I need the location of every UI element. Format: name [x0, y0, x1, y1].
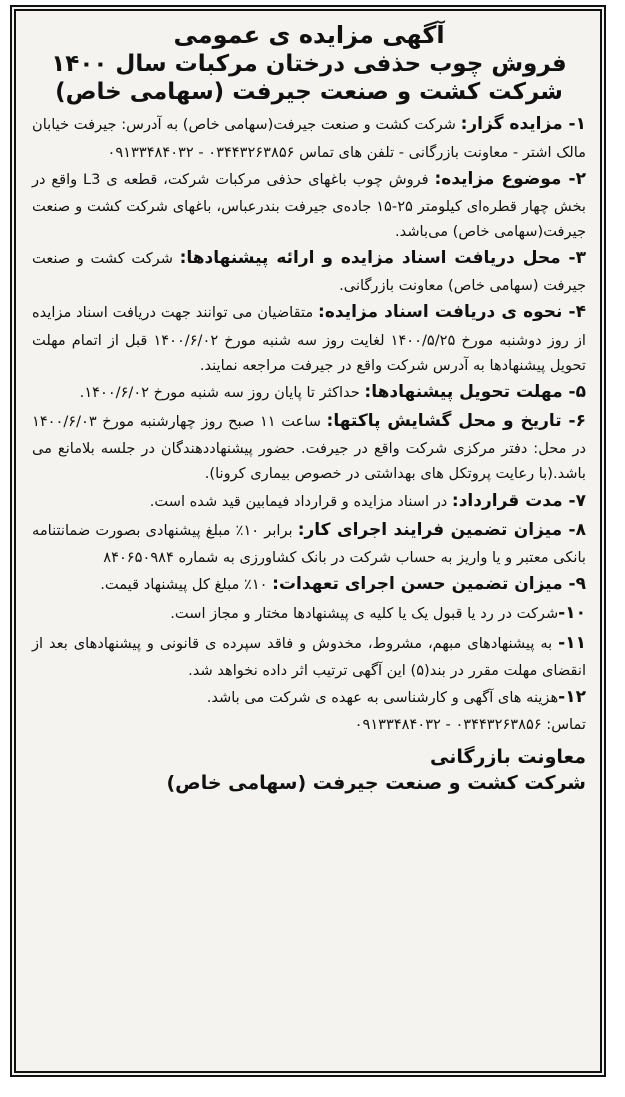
- notice-frame: [10, 5, 606, 1077]
- clause-item: [32, 487, 586, 516]
- clause-item: [32, 570, 586, 599]
- notice-body: [32, 110, 586, 737]
- clause-text: حداکثر تا پایان روز سه شنبه مورخ ۱۴۰۰/۶/۰۲.: [79, 383, 365, 401]
- clause-text: متقاضیان می توانند جهت دریافت اسناد مزایده از روز دوشنبه مورخ ۱۴۰۰/۵/۲۵ لغایت روز سه شنبه مورخ ۱۴۰۰/۶/۰۲ قبل از اتمام مهلت تحویل پیشنهادها به آدرس شرکت واقع در جیرفت مراجعه نمایند.: [32, 304, 586, 374]
- clause-text: فروش چوب باغهای حذفی مرکبات شرکت، قطعه ی L3 واقع در بخش چهار قطره‌ای کیلومتر ۲۵-۱۵ جاده‌ی جیرفت بندرعباس، باغهای شرکت کشت و صنعت جیرفت(سهامی خاص) می‌باشد.: [32, 170, 586, 241]
- clause-label: ۱۲-: [558, 686, 586, 707]
- clause-item: [32, 516, 586, 570]
- notice-title: آگهی مزایده ی عمومی: [173, 21, 445, 49]
- notice-header: [32, 21, 586, 106]
- clause-text: به پیشنهادهای مبهم، مشروط، مخدوش و فاقد سپرده ی قانونی و پیشنهادهای بعد از انقضای مهلت مقرر در بند(۵) این آگهی ترتیب اثر داده نخواهد شد.: [32, 634, 586, 679]
- clause-item: [32, 599, 586, 628]
- clause-item: [32, 298, 586, 377]
- clause-text: ۱۰٪ مبلغ کل پیشنهاد قیمت.: [100, 576, 273, 594]
- clause-label: ۱- مزایده گزار:: [460, 114, 586, 135]
- clause-text: برابر ۱۰٪ مبلغ پیشنهادی بصورت ضمانتنامه بانکی معتبر و یا واریز به حساب شرکت در بانک کشاورزی به شماره ۸۴۰۶۵۰۹۸۴: [32, 521, 586, 566]
- clause-item: [32, 683, 586, 712]
- clause-label: ۵- مهلت تحویل پیشنهادها:: [364, 381, 586, 402]
- clause-text: هزینه های آگهی و کارشناسی به عهده ی شرکت می باشد.: [206, 688, 559, 706]
- notice-footer: [32, 745, 586, 796]
- clause-item: [32, 165, 586, 244]
- clause-label: ۹- میزان تضمین حسن اجرای تعهدات:: [272, 574, 586, 595]
- clause-text: ساعت ۱۱ صبح روز چهارشنبه مورخ ۱۴۰۰/۶/۰۳ در محل: دفتر مرکزی شرکت واقع در جیرفت. حضور پیشنهاددهندگان در جلسه بلامانع می باشد.(با رعایت پروتکل های بهداشتی در خصوص بیماری کرونا).: [32, 413, 586, 483]
- clause-item: [32, 378, 586, 407]
- footer-department: معاونت بازرگانی: [430, 746, 586, 769]
- clause-label: ۷- مدت قرارداد:: [451, 490, 586, 511]
- clause-text: در اسناد مزایده و قرارداد فیمابین قید شده است.: [149, 492, 452, 510]
- clause-item: [32, 407, 586, 486]
- company-name: شرکت کشت و صنعت جیرفت (سهامی خاص): [55, 79, 563, 106]
- contact-phones: تماس: ۰۳۴۴۳۲۶۳۸۵۶ - ۰۹۱۳۳۴۸۴۰۳۲: [354, 716, 586, 734]
- clause-item: [32, 244, 586, 298]
- clause-label: ۸- میزان تضمین فرایند اجرای کار:: [297, 519, 586, 540]
- clause-text: شرکت کشت و صنعت جیرفت (سهامی خاص) معاونت بازرگانی.: [32, 250, 586, 295]
- clause-text: شرکت کشت و صنعت جیرفت(سهامی خاص) به آدرس: جیرفت خیابان مالک اشتر - معاونت بازرگانی - تلفن های تماس ۰۳۴۴۳۲۶۳۸۵۶ - ۰۹۱۳۳۴۸۴۰۳۲: [32, 116, 586, 161]
- clause-label: ۱۰-: [558, 603, 586, 624]
- clause-item: [32, 629, 586, 683]
- clause-text: شرکت در رد یا قبول یک یا کلیه ی پیشنهادها مختار و مجاز است.: [170, 605, 559, 623]
- clause-label: ۳- محل دریافت اسناد مزایده و ارائه پیشنهادها:: [179, 248, 586, 269]
- footer-company: شرکت کشت و صنعت جیرفت (سهامی خاص): [166, 771, 586, 794]
- clause-item: [32, 110, 586, 164]
- clause-label: ۴- نحوه ی دریافت اسناد مزایده:: [318, 302, 586, 323]
- notice-subtitle: فروش چوب حذفی درختان مرکبات سال ۱۴۰۰: [51, 51, 567, 78]
- clause-label: ۱۱-: [558, 632, 586, 653]
- clause-label: ۲- موضوع مزایده:: [434, 168, 586, 189]
- clause-label: ۶- تاریخ و محل گشایش پاکتها:: [326, 411, 586, 432]
